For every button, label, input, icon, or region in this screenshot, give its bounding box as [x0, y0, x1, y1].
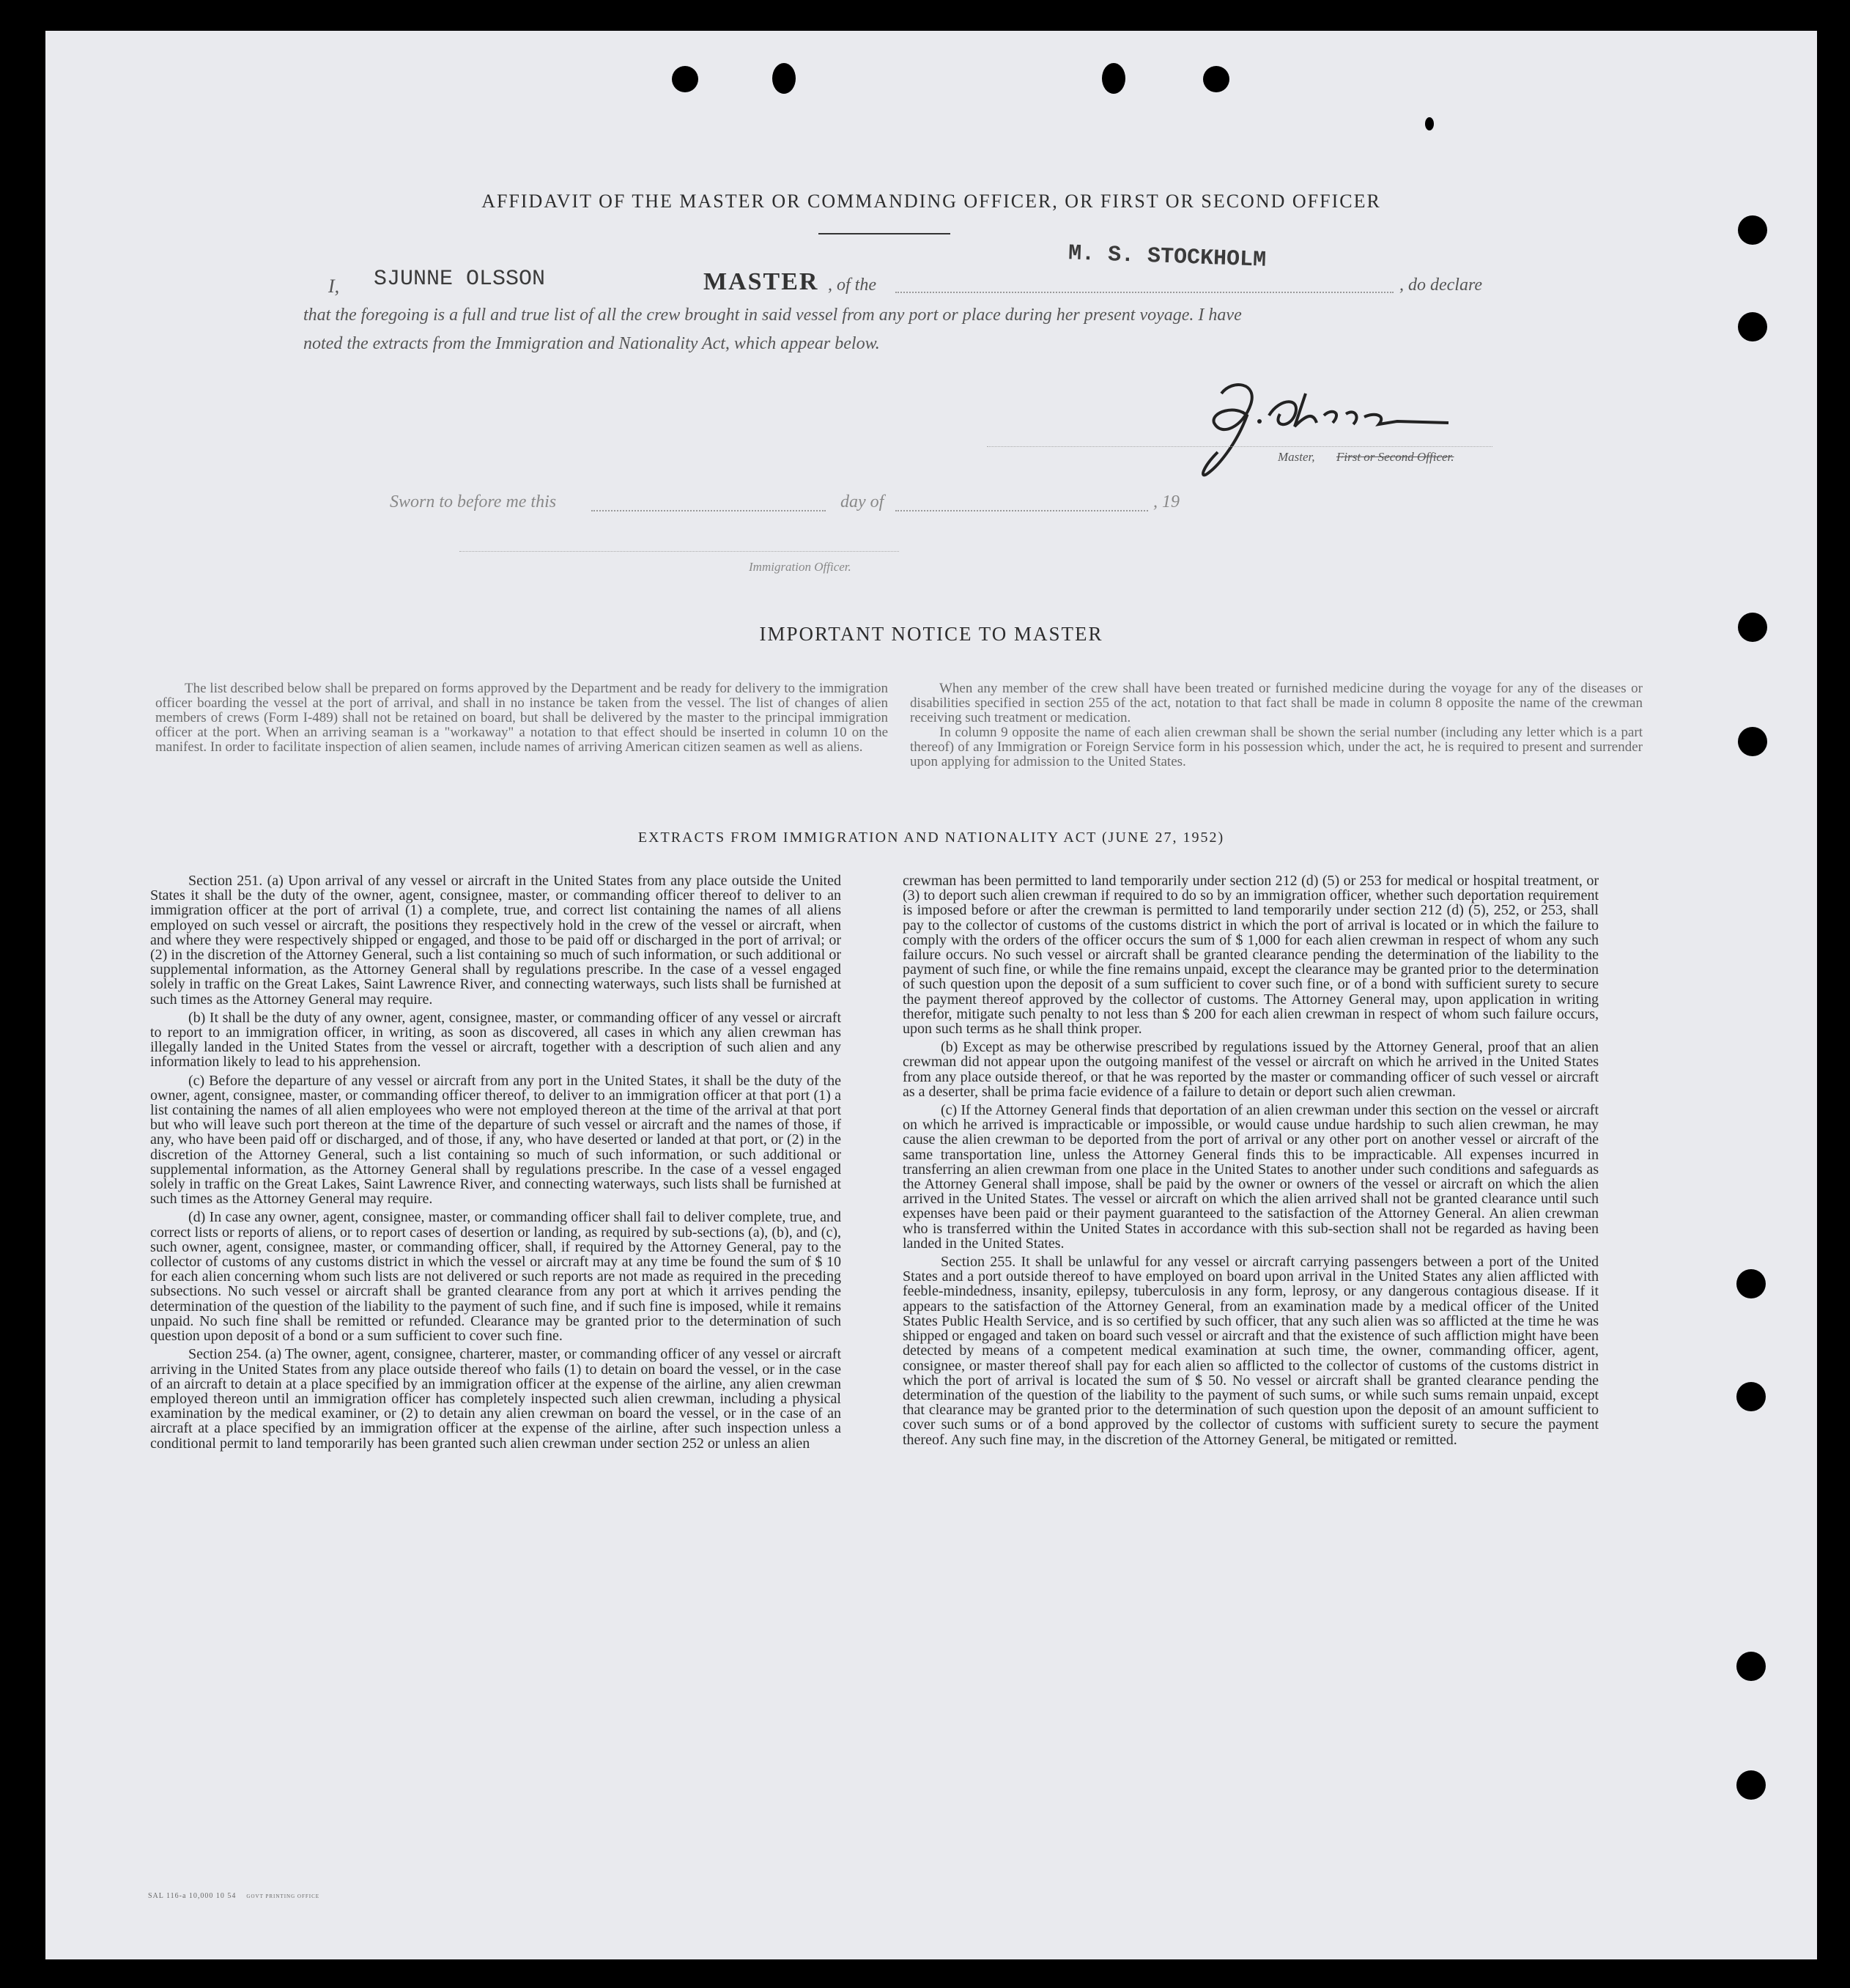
punch-hole [1738, 215, 1767, 245]
ink-speck [1425, 117, 1434, 130]
act-paragraph: (d) In case any owner, agent, consignee, master, or commanding officer shall fail to deliver complete, true, and correct lists or reports of aliens, or to report cases of desertion or landing, as required by sub-sections (a), (b), and (c), such owner, agent, consignee, master, or commanding officer, shall, if required by the Attorney General, pay to the collector of customs of any customs district in which the vessel or aircraft may at any time be found the sum of $ 10 for each alien concerning whom such lists are not delivered or such reports are not made as required in the preceding subsections. No such vessel or aircraft shall be granted clearance from any port at which it arrives pending the determination of the question of the liability to the payment of such fine, and if such fine is imposed, while it remains unpaid. No such fine shall be remitted or refunded. Clearance may be granted prior to the determination of such question upon deposit of a bond or a sum sufficient to cover such fine. [150, 1209, 841, 1345]
document-page [45, 31, 1817, 1959]
punch-hole [1736, 1269, 1766, 1298]
punch-hole [1102, 63, 1125, 94]
act-paragraph: Section 255. It shall be unlawful for any vessel or aircraft carrying passengers between a port of the United States and a port outside thereof to have employed on board upon arrival in the United States any alien afflicted with feeble-mindedness, insanity, epilepsy, tuberculosis in any form, leprosy, or any dangerous contagious disease. If it appears to the satisfaction of the Attorney General, from an examination made by a medical officer of the United States Public Health Service, and is so certified by such officer, that any such alien was so afflicted at the time he was shipped or engaged and taken on board such vessel or aircraft and that the existence of such affliction might have been detected by means of a competent medical examination at such time, the owner, commanding officer, agent, consignee, or master thereof shall pay for each alien so afflicted to the collector of customs of the customs district in which the port of arrival is located the sum of $ 50. No vessel or aircraft shall be granted clearance pending the determination of the question of the liability to the payment of such sums, or while such sums remain unpaid, except that clearance may be granted prior to the determination of such question upon the deposit of an amount sufficient to cover such sums or of a bond approved by the collector of customs with sufficient surety to secure the payment thereof. Any such fine may, in the discretion of the Attorney General, be mitigated or remitted. [903, 1254, 1599, 1448]
punch-hole [1738, 727, 1767, 756]
do-declare-label: , do declare [1399, 276, 1483, 295]
form-number: SAL 116-a 10,000 10 54 [148, 1892, 237, 1900]
of-the-label: , of the [828, 276, 876, 295]
vessel-name-field: M. S. STOCKHOLM [1068, 241, 1267, 273]
day-of-label: day of [840, 492, 884, 511]
notice-left-column [155, 681, 888, 755]
sworn-month-line [895, 510, 1148, 511]
act-paragraph: (c) Before the departure of any vessel or aircraft from any port in the United States, it shall be the duty of the owner, agent, consignee, master, or commanding officer thereof, to deliver to an immigration officer at that port (1) a list containing the names of all alien employees who were not employed thereon at the time of the arrival at that port but who will leave such port thereon at the time of the departure of such vessel or aircraft and the names of those, if any, who have been paid off or discharged, and of those, if any, who have deserted or landed at that port, or (2) in the discretion of the Attorney General, such a list containing so much of such information, or such additional or supplemental information, as the Attorney General shall by regulations prescribe. In the case of a vessel engaged solely in traffic on the Great Lakes, Saint Lawrence River, and connecting waterways, such lists shall be furnished at such times as the Attorney General may require. [150, 1072, 841, 1208]
act-paragraph: (b) It shall be the duty of any owner, agent, consignee, master, or commanding officer of any vessel or aircraft to report to an immigration officer, in writing, as soon as discovered, all cases in which any alien crewman has illegally landed in the United States from the vessel or aircraft, together with a description of such alien and any information likely to lead to his apprehension. [150, 1009, 841, 1071]
year-label: , 19 [1153, 492, 1180, 511]
signature-caption-master: Master, [1278, 450, 1315, 464]
declaration-line-2: noted the extracts from the Immigration and Nationality Act, which appear below. [303, 334, 880, 353]
officer-signature-line [459, 551, 899, 552]
printer-imprint: GOVT PRINTING OFFICE [246, 1893, 320, 1899]
notice-paragraph: In column 9 opposite the name of each alien crewman shall be shown the serial number (including any letter which is a part thereof) of any Immigration or Foreign Service form in his possession which, under the act, he is required to present and surrender upon applying for admission to the United States. [910, 724, 1643, 769]
punch-hole [1736, 1770, 1766, 1800]
act-paragraph: (b) Except as may be otherwise prescribed by regulations issued by the Attorney General, proof that an alien crewman did not appear upon the outgoing manifest of the vessel or aircraft on which he arrived in the United States from any place outside thereof, or that he was reported by the master or commanding officer of such vessel or aircraft as a deserter, shall be prima facie evidence of a failure to detain or deport such alien crewman. [903, 1039, 1599, 1100]
title-rule [818, 233, 950, 234]
act-paragraph: (c) If the Attorney General finds that deportation of an alien crewman under this section on the vessel or aircraft on which he arrived is impracticable or impossible, or would cause undue hardship to such alien crewman, he may cause the alien crewman to be deported from the port of arrival or any other port on another vessel or aircraft of the same transportation line, unless the Attorney General finds this to be impracticable. All expenses incurred in transferring an alien crewman from one place in the United States to another under such conditions and safeguards as the Attorney General shall impose, shall be paid by the owner or owners of the vessel or aircraft on which the alien arrived in the United States. The vessel or aircraft on which the alien arrived shall not be granted clearance until such expenses have been paid or their payment guaranteed to the satisfaction of the Attorney General. An alien crewman who is transferred within the United States in accordance with this sub-section shall not be regarded as having been landed in the United States. [903, 1102, 1599, 1252]
punch-hole [1203, 66, 1229, 92]
punch-hole [672, 66, 698, 92]
notice-paragraph: When any member of the crew shall have been treated or furnished medicine during the voyage for any of the diseases or disabilities specified in section 255 of the act, notation to that fact shall be made in column 8 opposite the name of the crewman receiving such treatment or medication. [910, 681, 1643, 725]
declaration-line-1: that the foregoing is a full and true list of all the crew brought in said vessel from any port or place during her present voyage. I have [303, 306, 1242, 325]
sworn-label: Sworn to before me this [390, 492, 557, 511]
punch-hole [1736, 1652, 1766, 1681]
affidavit-prefix: I, [328, 276, 340, 297]
extracts-title: EXTRACTS FROM IMMIGRATION AND NATIONALITY ACT (JUNE 27, 1952) [637, 829, 1225, 846]
extracts-left-column [150, 873, 841, 1455]
rank-field: MASTER [703, 268, 819, 295]
punch-hole [1738, 312, 1767, 341]
form-code [148, 1892, 319, 1900]
master-name-field: SJUNNE OLSSON [374, 267, 546, 292]
punch-hole [772, 63, 796, 94]
notice-right-column [910, 681, 1643, 769]
officer-caption: Immigration Officer. [749, 560, 851, 574]
affidavit-title: AFFIDAVIT OF THE MASTER OR COMMANDING OFFICER, OR FIRST OR SECOND OFFICER [481, 191, 1381, 212]
signature-line [987, 446, 1492, 447]
sworn-day-line [591, 510, 826, 511]
notice-title: IMPORTANT NOTICE TO MASTER [759, 623, 1103, 645]
act-paragraph: Section 254. (a) The owner, agent, consignee, charterer, master, or commanding officer of any vessel or aircraft arriving in the United States from any place outside thereof who fails (1) to detain on board the vessel, or in the case of an aircraft to detain at a place specified by an immigration officer at the expense of the airline, any alien crewman employed thereon until an immigration officer has completely inspected such alien crewman, including a physical examination by the medical examiner, or (2) to detain any alien crewman on board the vessel, or in the case of an aircraft at a place specified by an immigration officer at the expense of the airline, after such inspection unless a conditional permit to land temporarily has been granted such alien crewman under section 252 or unless an alien [150, 1346, 841, 1452]
act-paragraph: crewman has been permitted to land temporarily under section 212 (d) (5) or 253 for medical or hospital treatment, or (3) to deport such alien crewman if required to do so by an immigration officer, whether such deportation requirement is imposed before or after the crewman is permitted to land temporarily under section 212 (d) (5), 252, or 253, shall pay to the collector of customs of the customs district in which the port of arrival is located or in which the failure to comply with the orders of the officer occurs the sum of $ 1,000 for each alien crewman in respect of whom any such failure occurs. No such vessel or aircraft shall be granted clearance pending the determination of the liability to the payment of such fine, or while the fine remains unpaid, except the clearance may be granted prior to the determination of such question upon the deposit of a sum sufficient to cover such fine, or of a bond with sufficient surety to secure the payment thereof approved by the collector of customs. The Attorney General may, upon application in writing therefor, mitigate such penalty to not less than $ 200 for each alien crewman in respect of whom such failure occurs, upon such terms as he shall think proper. [903, 873, 1599, 1038]
punch-hole [1736, 1382, 1766, 1411]
extracts-right-column [903, 873, 1599, 1451]
signature-caption-struck: First or Second Officer. [1336, 450, 1454, 464]
notice-paragraph: The list described below shall be prepared on forms approved by the Department and be ready for delivery to the immigration officer boarding the vessel at the port of arrival, and shall in no instance be taken from the vessel. The list of changes of alien members of crews (Form I-489) shall not be retained on board, but shall be delivered by the master to the principal immigration officer at the port. When an arriving seaman is a "workaway" a notation to that effect should be inserted in column 10 on the manifest. In order to facilitate inspection of alien seamen, include names of arriving American citizen seamen as well as aliens. [155, 681, 888, 755]
vessel-name-line [895, 292, 1394, 293]
act-paragraph: Section 251. (a) Upon arrival of any vessel or aircraft in the United States from any place outside the United States it shall be the duty of the owner, agent, consignee, master, or commanding officer thereof to deliver to an immigration officer at the port of arrival (1) a complete, true, and correct list containing the names of all aliens employed on such vessel or aircraft, the positions they respectively hold in the crew of the vessel or aircraft, when and where they were respectively shipped or engaged, and those to be paid off or discharged in the port of arrival; or (2) in the discretion of the Attorney General, such a list containing so much of such information, or such additional or supplemental information, as the Attorney General shall by regulations prescribe. In the case of a vessel engaged solely in traffic on the Great Lakes, Saint Lawrence River, and connecting waterways, such lists shall be furnished at such times as the Attorney General may require. [150, 873, 841, 1008]
